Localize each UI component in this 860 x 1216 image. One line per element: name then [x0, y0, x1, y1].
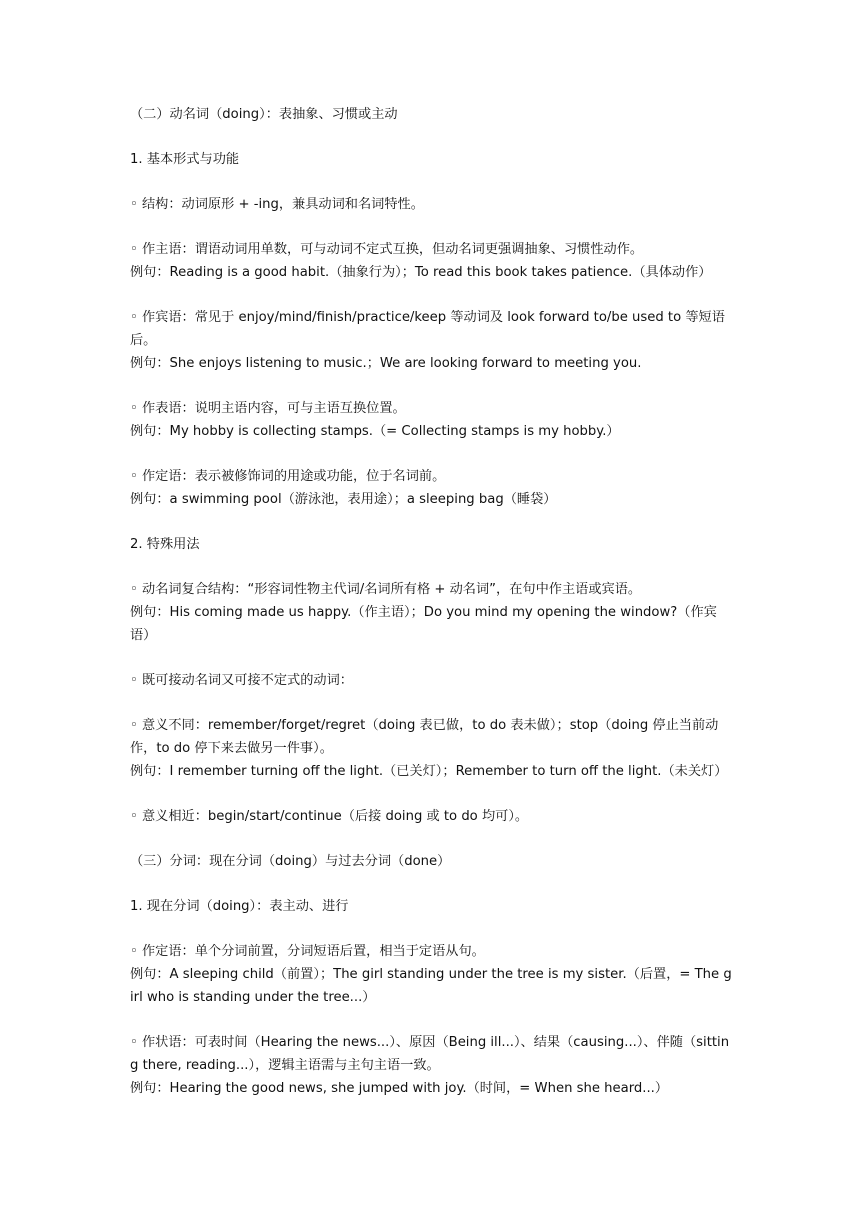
- text-paragraph: 1. 现在分词（doing）：表主动、进行: [130, 899, 349, 914]
- paragraph-spacer: [130, 126, 734, 148]
- text-paragraph: ◦ 作定语：单个分词前置，分词短语后置，相当于定语从句。: [130, 944, 485, 959]
- text-paragraph: 例句：She enjoys listening to music.；We are looking forward to meeting you.: [130, 356, 642, 371]
- text-paragraph: ◦ 作主语：谓语动词用单数，可与动词不定式互换，但动名词更强调抽象、习惯性动作。: [130, 242, 644, 257]
- document-body: [130, 103, 734, 1100]
- paragraph-spacer: [130, 556, 734, 578]
- text-paragraph: （二）动名词（doing）：表抽象、习惯或主动: [130, 107, 398, 122]
- paragraph-spacer: [130, 1009, 734, 1031]
- paragraph-spacer: [130, 443, 734, 465]
- text-paragraph: 例句：a swimming pool（游泳池，表用途）；a sleeping bag（睡袋）: [130, 492, 557, 507]
- paragraph-spacer: [130, 284, 734, 306]
- paragraph-spacer: [130, 783, 734, 805]
- text-paragraph: 例句：His coming made us happy.（作主语）；Do you mind my opening the window?（作宾语）: [130, 605, 717, 643]
- paragraph-spacer: [130, 873, 734, 895]
- paragraph-spacer: [130, 918, 734, 940]
- text-paragraph: ◦ 动名词复合结构：“形容词性物主代词/名词所有格 + 动名词”，在句中作主语或宾语。: [130, 582, 642, 597]
- paragraph-spacer: [130, 171, 734, 193]
- paragraph-spacer: [130, 375, 734, 397]
- paragraph-spacer: [130, 511, 734, 533]
- text-paragraph: ◦ 结构：动词原形 + -ing，兼具动词和名词特性。: [130, 197, 424, 212]
- paragraph-spacer: [130, 692, 734, 714]
- text-paragraph: ◦ 作表语：说明主语内容，可与主语互换位置。: [130, 401, 406, 416]
- text-paragraph: 例句：A sleeping child（前置）；The girl standing under the tree is my sister.（后置，= The girl who is standing under the tree...）: [130, 967, 732, 1005]
- text-paragraph: 2. 特殊用法: [130, 537, 200, 552]
- paragraph-spacer: [130, 828, 734, 850]
- text-paragraph: ◦ 作定语：表示被修饰词的用途或功能，位于名词前。: [130, 469, 446, 484]
- text-paragraph: ◦ 意义不同：remember/forget/regret（doing 表已做，to do 表未做）；stop（doing 停止当前动作，to do 停下来去做另一件事）。: [130, 718, 719, 756]
- paragraph-spacer: [130, 216, 734, 238]
- text-paragraph: （三）分词：现在分词（doing）与过去分词（done）: [130, 854, 451, 869]
- text-paragraph: ◦ 既可接动名词又可接不定式的动词：: [130, 673, 353, 688]
- text-paragraph: 例句：My hobby is collecting stamps.（= Collecting stamps is my hobby.）: [130, 424, 620, 439]
- text-paragraph: 例句：I remember turning off the light.（已关灯）；Remember to turn off the light.（未关灯）: [130, 764, 728, 779]
- text-paragraph: 例句：Reading is a good habit.（抽象行为）；To read this book takes patience.（具体动作）: [130, 265, 712, 280]
- text-paragraph: 例句：Hearing the good news, she jumped with joy.（时间，= When she heard...）: [130, 1081, 669, 1096]
- text-paragraph: ◦ 作状语：可表时间（Hearing the news...）、原因（Being ill...）、结果（causing...）、伴随（sitting there, reading...），逻辑主语需与主句主语一致。: [130, 1035, 730, 1073]
- paragraph-spacer: [130, 647, 734, 669]
- text-paragraph: ◦ 作宾语：常见于 enjoy/mind/finish/practice/keep 等动词及 look forward to/be used to 等短语后。: [130, 310, 725, 348]
- text-paragraph: 1. 基本形式与功能: [130, 152, 240, 167]
- text-paragraph: ◦ 意义相近：begin/start/continue（后接 doing 或 to do 均可）。: [130, 809, 529, 824]
